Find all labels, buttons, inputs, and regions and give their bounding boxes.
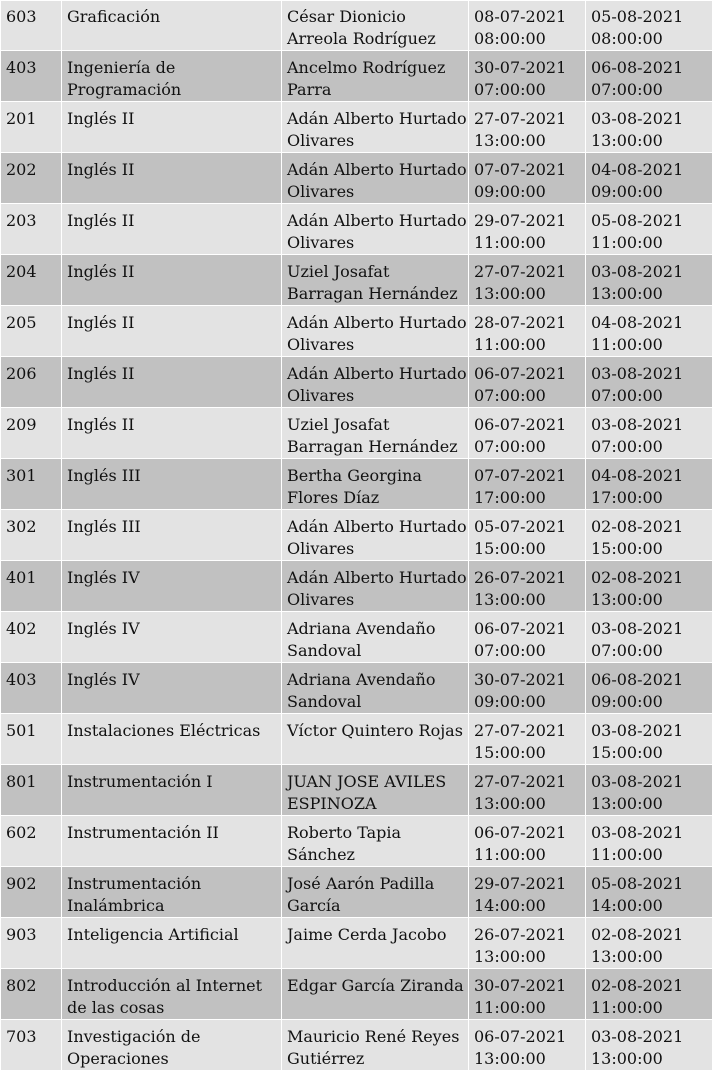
start-time: 11:00:00 [474,232,585,254]
table-row [1,612,712,663]
teacher-cell: Adán Alberto Hurtado Olivares [282,357,469,408]
end-date: 04-08-2021 [591,159,712,181]
end-datetime-cell [586,306,712,357]
start-datetime-cell [469,51,586,102]
end-time: 15:00:00 [591,742,712,764]
end-time: 11:00:00 [591,232,712,254]
end-time: 15:00:00 [591,538,712,560]
group-cell: 902 [1,867,62,918]
end-date: 03-08-2021 [591,414,712,436]
start-time: 17:00:00 [474,487,585,509]
start-datetime-cell [469,816,586,867]
group-cell: 203 [1,204,62,255]
end-time: 13:00:00 [591,946,712,968]
start-date: 30-07-2021 [474,57,585,79]
end-date: 03-08-2021 [591,618,712,640]
end-datetime-cell [586,816,712,867]
start-datetime-cell [469,612,586,663]
group-cell: 703 [1,1020,62,1071]
subject-cell: Inglés II [62,306,282,357]
end-date: 03-08-2021 [591,771,712,793]
end-time: 11:00:00 [591,844,712,866]
start-datetime-cell [469,867,586,918]
subject-cell: Inglés IV [62,561,282,612]
start-date: 06-07-2021 [474,414,585,436]
end-time: 09:00:00 [591,181,712,203]
teacher-cell: Adán Alberto Hurtado Olivares [282,306,469,357]
start-datetime-cell [469,1020,586,1071]
teacher-cell: Ancelmo Rodríguez Parra [282,51,469,102]
start-time: 07:00:00 [474,79,585,101]
start-time: 13:00:00 [474,130,585,152]
subject-cell: Inglés II [62,255,282,306]
teacher-cell: César Dionicio Arreola Rodríguez [282,1,469,51]
group-cell: 201 [1,102,62,153]
subject-cell: Inglés II [62,153,282,204]
table-row [1,867,712,918]
start-date: 05-07-2021 [474,516,585,538]
teacher-cell: Bertha Georgina Flores Díaz [282,459,469,510]
start-time: 13:00:00 [474,1048,585,1070]
teacher-cell: Adán Alberto Hurtado Olivares [282,561,469,612]
start-time: 13:00:00 [474,946,585,968]
end-datetime-cell [586,765,712,816]
start-date: 30-07-2021 [474,975,585,997]
table-row [1,357,712,408]
table-row [1,102,712,153]
group-cell: 602 [1,816,62,867]
start-datetime-cell [469,663,586,714]
start-datetime-cell [469,561,586,612]
table-row [1,969,712,1020]
teacher-cell: Mauricio René Reyes Gutiérrez [282,1020,469,1071]
end-date: 03-08-2021 [591,1026,712,1048]
start-time: 13:00:00 [474,283,585,305]
teacher-cell: Adán Alberto Hurtado Olivares [282,102,469,153]
table-row [1,306,712,357]
teacher-cell: Víctor Quintero Rojas [282,714,469,765]
teacher-cell: Uziel Josafat Barragan Hernández [282,408,469,459]
end-datetime-cell [586,357,712,408]
table-row [1,714,712,765]
end-time: 11:00:00 [591,334,712,356]
end-time: 11:00:00 [591,997,712,1019]
start-time: 07:00:00 [474,436,585,458]
teacher-cell: Roberto Tapia Sánchez [282,816,469,867]
group-cell: 205 [1,306,62,357]
subject-cell: Instrumentación I [62,765,282,816]
group-cell: 209 [1,408,62,459]
start-time: 11:00:00 [474,334,585,356]
end-datetime-cell [586,51,712,102]
subject-cell: Instalaciones Eléctricas [62,714,282,765]
subject-cell: Inglés II [62,102,282,153]
group-cell: 402 [1,612,62,663]
group-cell: 204 [1,255,62,306]
end-date: 06-08-2021 [591,57,712,79]
schedule-table-body [1,1,712,1071]
end-datetime-cell [586,918,712,969]
start-date: 07-07-2021 [474,465,585,487]
table-row [1,408,712,459]
teacher-cell: Adán Alberto Hurtado Olivares [282,153,469,204]
subject-cell: Inglés IV [62,663,282,714]
subject-cell: Inglés III [62,459,282,510]
end-datetime-cell [586,1,712,51]
end-datetime-cell [586,561,712,612]
teacher-cell: JUAN JOSE AVILES ESPINOZA [282,765,469,816]
start-time: 15:00:00 [474,538,585,560]
start-date: 08-07-2021 [474,6,585,28]
end-datetime-cell [586,612,712,663]
end-date: 02-08-2021 [591,516,712,538]
end-date: 03-08-2021 [591,261,712,283]
table-row [1,816,712,867]
start-datetime-cell [469,459,586,510]
table-row [1,663,712,714]
teacher-cell: Edgar García Ziranda [282,969,469,1020]
end-time: 13:00:00 [591,130,712,152]
group-cell: 301 [1,459,62,510]
end-time: 07:00:00 [591,385,712,407]
subject-cell: Introducción al Internet de las cosas [62,969,282,1020]
end-time: 13:00:00 [591,1048,712,1070]
start-date: 28-07-2021 [474,312,585,334]
end-time: 17:00:00 [591,487,712,509]
table-row [1,255,712,306]
end-time: 07:00:00 [591,640,712,662]
group-cell: 202 [1,153,62,204]
start-time: 11:00:00 [474,997,585,1019]
group-cell: 903 [1,918,62,969]
end-date: 05-08-2021 [591,210,712,232]
end-datetime-cell [586,255,712,306]
end-date: 05-08-2021 [591,873,712,895]
start-date: 30-07-2021 [474,669,585,691]
start-date: 07-07-2021 [474,159,585,181]
start-time: 13:00:00 [474,793,585,815]
start-datetime-cell [469,408,586,459]
start-datetime-cell [469,1,586,51]
subject-cell: Inglés II [62,357,282,408]
teacher-cell: Adán Alberto Hurtado Olivares [282,510,469,561]
group-cell: 302 [1,510,62,561]
subject-cell: Ingeniería de Programación [62,51,282,102]
teacher-cell: Adriana Avendaño Sandoval [282,612,469,663]
teacher-cell: Adán Alberto Hurtado Olivares [282,204,469,255]
subject-cell: Inglés II [62,408,282,459]
start-datetime-cell [469,714,586,765]
end-date: 03-08-2021 [591,108,712,130]
subject-cell: Inglés III [62,510,282,561]
start-datetime-cell [469,204,586,255]
table-row [1,459,712,510]
teacher-cell: José Aarón Padilla García [282,867,469,918]
group-cell: 801 [1,765,62,816]
end-date: 03-08-2021 [591,720,712,742]
subject-cell: Investigación de Operaciones [62,1020,282,1071]
start-date: 06-07-2021 [474,363,585,385]
start-datetime-cell [469,510,586,561]
end-date: 04-08-2021 [591,465,712,487]
end-time: 08:00:00 [591,28,712,50]
end-time: 14:00:00 [591,895,712,917]
start-date: 29-07-2021 [474,210,585,232]
table-row [1,765,712,816]
table-row [1,51,712,102]
start-date: 27-07-2021 [474,108,585,130]
start-time: 09:00:00 [474,691,585,713]
start-time: 07:00:00 [474,385,585,407]
group-cell: 206 [1,357,62,408]
group-cell: 403 [1,51,62,102]
start-date: 27-07-2021 [474,720,585,742]
start-time: 15:00:00 [474,742,585,764]
end-date: 02-08-2021 [591,975,712,997]
start-date: 26-07-2021 [474,924,585,946]
start-datetime-cell [469,765,586,816]
start-date: 06-07-2021 [474,1026,585,1048]
start-date: 27-07-2021 [474,261,585,283]
end-date: 02-08-2021 [591,567,712,589]
teacher-cell: Jaime Cerda Jacobo [282,918,469,969]
start-time: 08:00:00 [474,28,585,50]
subject-cell: Graficación [62,1,282,51]
group-cell: 802 [1,969,62,1020]
subject-cell: Instrumentación II [62,816,282,867]
start-time: 14:00:00 [474,895,585,917]
end-time: 09:00:00 [591,691,712,713]
end-date: 05-08-2021 [591,6,712,28]
table-row [1,204,712,255]
subject-cell: Inglés II [62,204,282,255]
start-datetime-cell [469,102,586,153]
subject-cell: Instrumentación Inalámbrica [62,867,282,918]
teacher-cell: Adriana Avendaño Sandoval [282,663,469,714]
end-datetime-cell [586,867,712,918]
teacher-cell: Uziel Josafat Barragan Hernández [282,255,469,306]
table-row [1,1,712,51]
table-row [1,153,712,204]
end-datetime-cell [586,153,712,204]
start-date: 27-07-2021 [474,771,585,793]
start-date: 06-07-2021 [474,618,585,640]
end-date: 03-08-2021 [591,822,712,844]
end-time: 13:00:00 [591,283,712,305]
start-time: 11:00:00 [474,844,585,866]
table-row [1,918,712,969]
end-time: 13:00:00 [591,589,712,611]
end-date: 04-08-2021 [591,312,712,334]
table-row [1,1020,712,1071]
end-time: 07:00:00 [591,436,712,458]
start-time: 13:00:00 [474,589,585,611]
end-datetime-cell [586,510,712,561]
start-time: 07:00:00 [474,640,585,662]
end-datetime-cell [586,714,712,765]
end-date: 03-08-2021 [591,363,712,385]
table-row [1,561,712,612]
start-datetime-cell [469,918,586,969]
start-datetime-cell [469,969,586,1020]
subject-cell: Inteligencia Artificial [62,918,282,969]
end-date: 02-08-2021 [591,924,712,946]
end-date: 06-08-2021 [591,669,712,691]
end-time: 07:00:00 [591,79,712,101]
start-datetime-cell [469,153,586,204]
start-datetime-cell [469,255,586,306]
end-time: 13:00:00 [591,793,712,815]
start-time: 09:00:00 [474,181,585,203]
end-datetime-cell [586,408,712,459]
end-datetime-cell [586,102,712,153]
start-date: 26-07-2021 [474,567,585,589]
group-cell: 501 [1,714,62,765]
subject-cell: Inglés IV [62,612,282,663]
table-row [1,510,712,561]
start-date: 29-07-2021 [474,873,585,895]
start-date: 06-07-2021 [474,822,585,844]
group-cell: 603 [1,1,62,51]
start-datetime-cell [469,306,586,357]
end-datetime-cell [586,969,712,1020]
group-cell: 403 [1,663,62,714]
end-datetime-cell [586,1020,712,1071]
end-datetime-cell [586,204,712,255]
group-cell: 401 [1,561,62,612]
end-datetime-cell [586,459,712,510]
start-datetime-cell [469,357,586,408]
end-datetime-cell [586,663,712,714]
